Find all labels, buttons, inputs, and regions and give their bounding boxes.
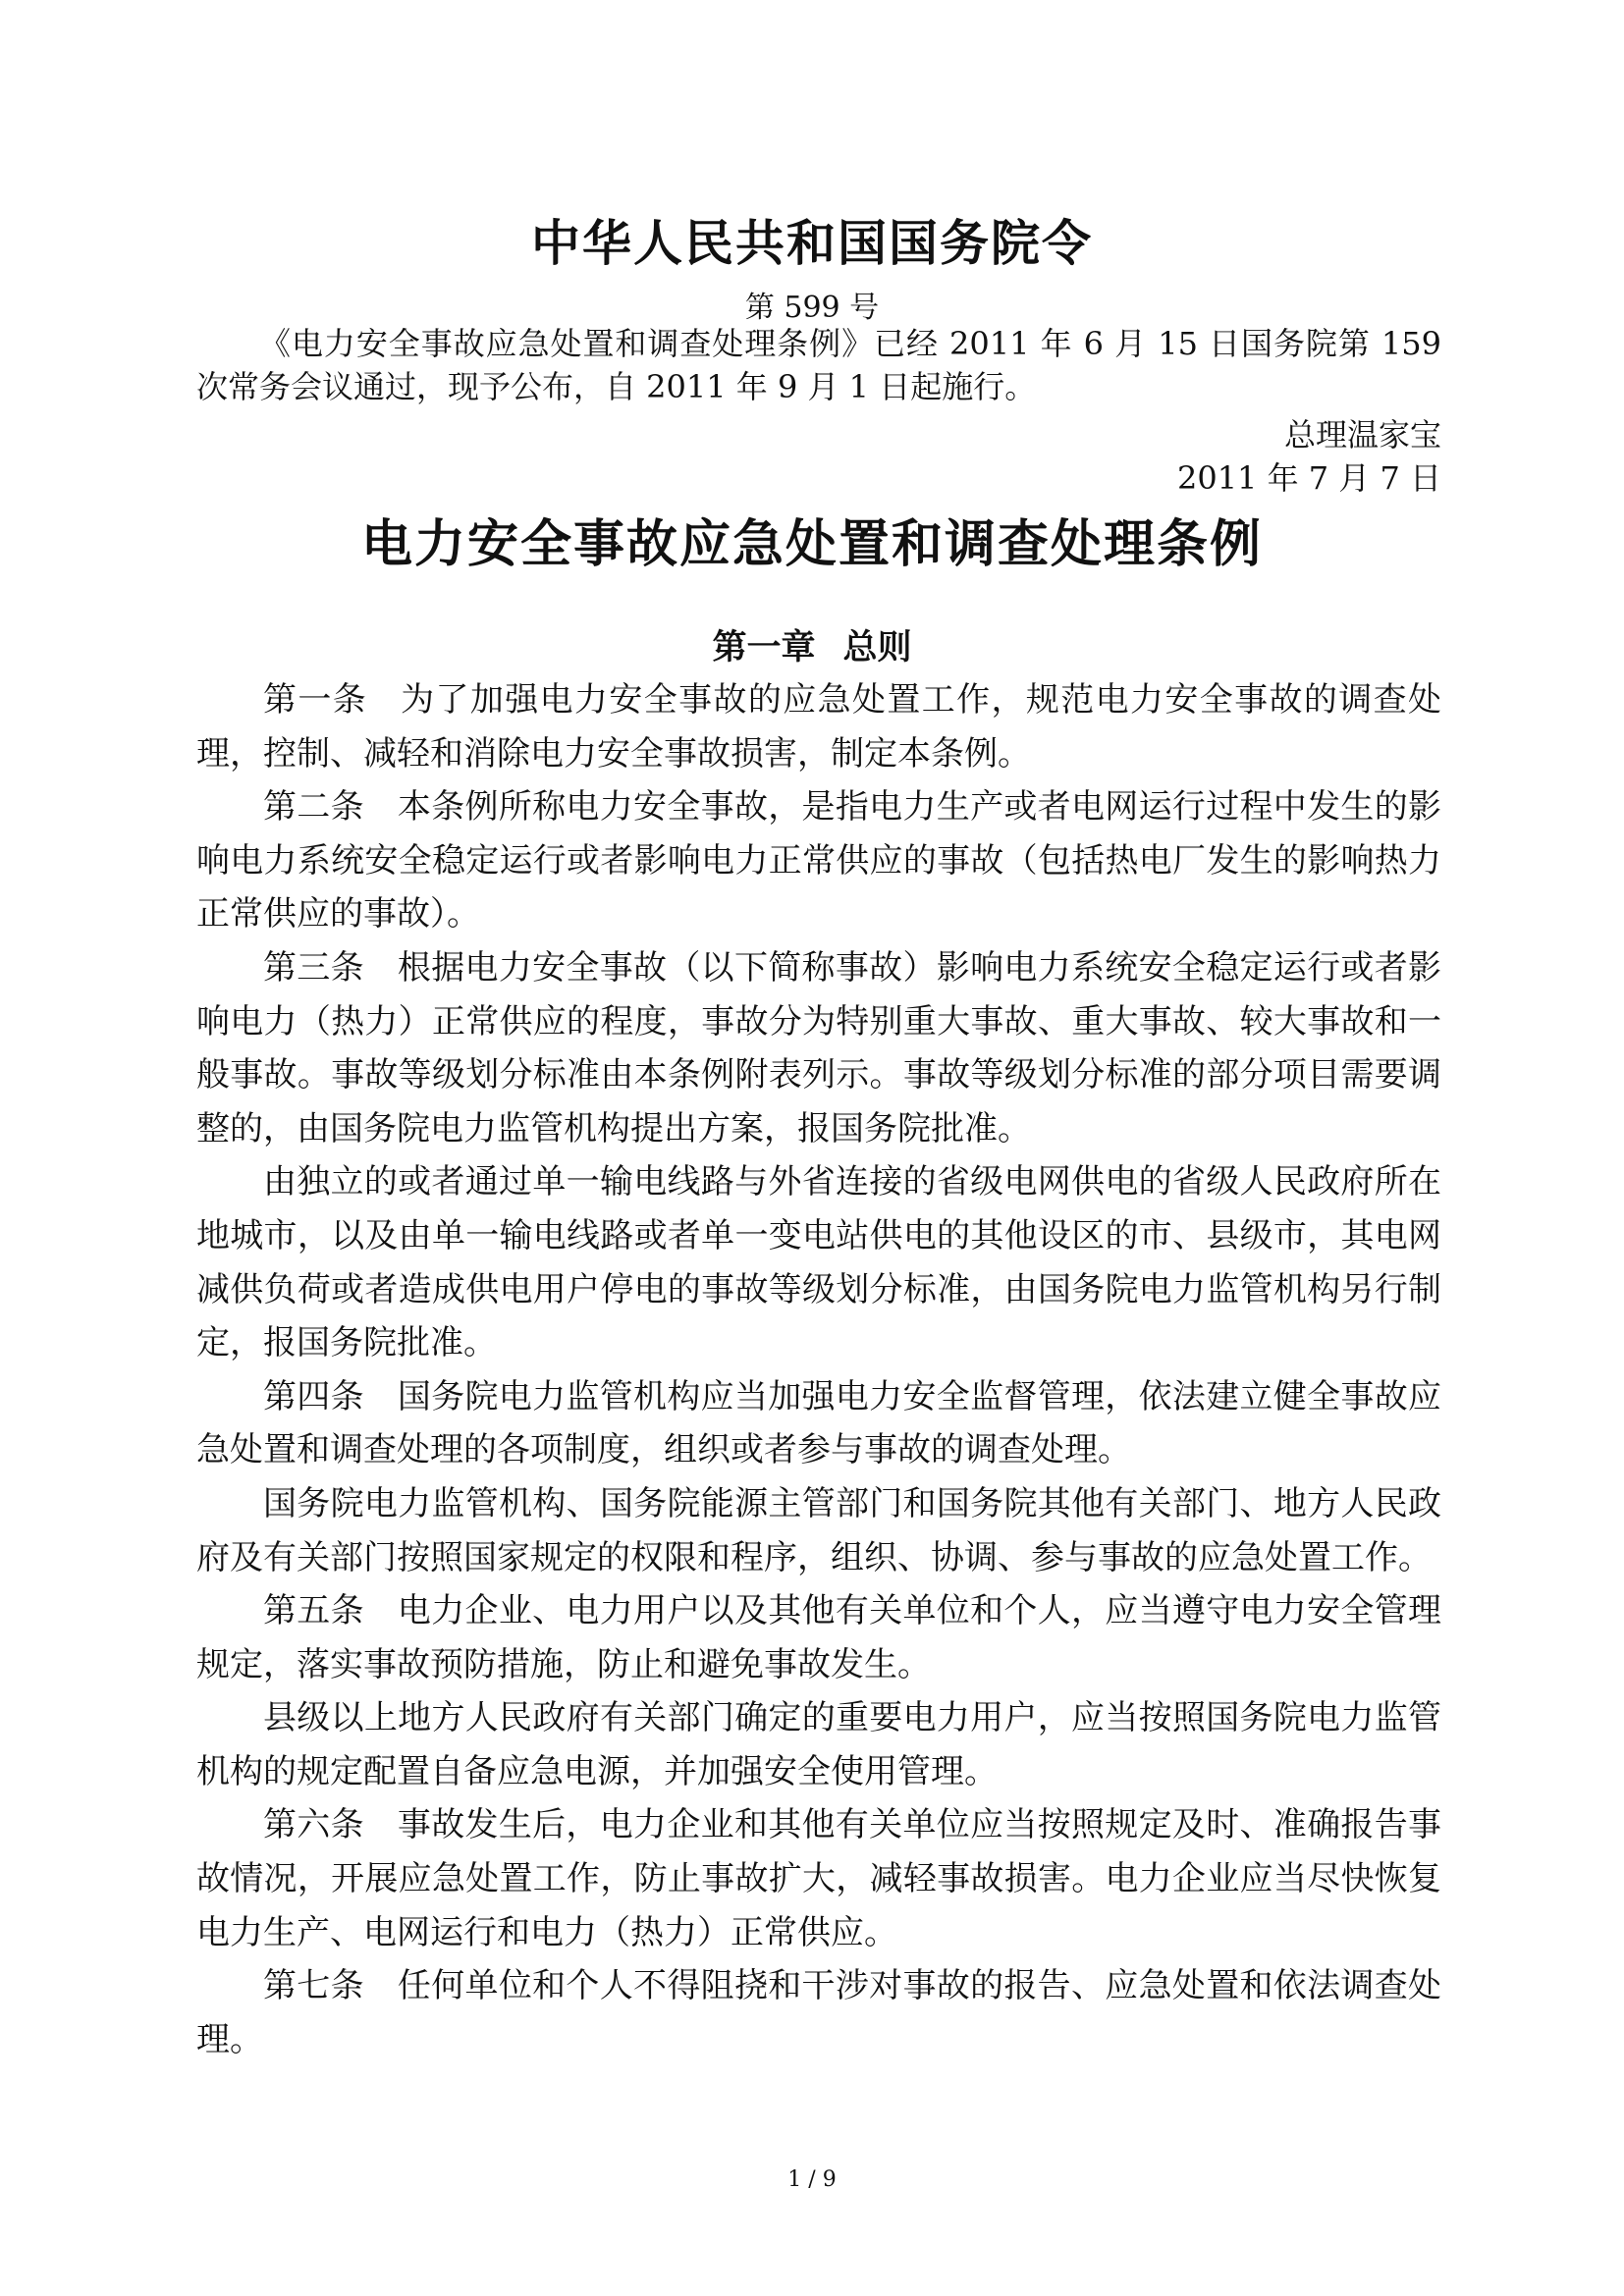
article-paragraph xyxy=(196,1798,1441,1959)
article-paragraph xyxy=(196,1959,1441,2066)
page-number: 1 / 9 xyxy=(787,2167,837,2192)
order-title: 中华人民共和国国务院令 xyxy=(531,214,1093,272)
order-number: 第 599 号 xyxy=(744,291,880,325)
article-label: 第三条 xyxy=(263,947,364,988)
article-text: 事故发生后，电力企业和其他有关单位应当按照规定及时、准确报告事故情况，开展应急处置工作，防止事故扩大，减轻事故损害。电力企业应当尽快恢复电力生产、电网运行和电力（热力）正常供应。 xyxy=(196,1805,1442,1952)
article-text: 为了加强电力安全事故的应急处置工作，规范电力安全事故的调查处理，控制、减轻和消除电力安全事故损害，制定本条例。 xyxy=(196,680,1441,774)
article-paragraph xyxy=(196,1584,1441,1691)
article-paragraph xyxy=(196,1155,1441,1369)
article-paragraph xyxy=(196,1370,1441,1477)
article-text: 国务院电力监管机构、国务院能源主管部门和国务院其他有关部门、地方人民政府及有关部门按照国家规定的权限和程序，组织、协调、参与事故的应急处置工作。 xyxy=(196,1483,1441,1577)
article-text: 国务院电力监管机构应当加强电力安全监督管理，依法建立健全事故应急处置和调查处理的各项制度，组织或者参与事故的调查处理。 xyxy=(196,1376,1442,1470)
article-text: 本条例所称电力安全事故，是指电力生产或者电网运行过程中发生的影响电力系统安全稳定运行或者影响电力正常供应的事故（包括热电厂发生的影响热力正常供应的事故）。 xyxy=(196,787,1442,934)
article-label: 第七条 xyxy=(263,1966,364,2006)
document-body xyxy=(196,673,1441,2066)
article-label: 第五条 xyxy=(263,1591,364,1631)
chapter-name: 总则 xyxy=(842,627,912,667)
article-text: 根据电力安全事故（以下简称事故）影响电力系统安全稳定运行或者影响电力（热力）正常供应的程度，事故分为特别重大事故、重大事故、较大事故和一般事故。事故等级划分标准由本条例附表列示。事故等级划分标准的部分项目需要调整的，由国务院电力监管机构提出方案，报国务院批准。 xyxy=(196,947,1442,1148)
article-paragraph xyxy=(196,673,1441,780)
article-label: 第二条 xyxy=(263,787,364,828)
article-label: 第一条 xyxy=(263,680,368,720)
article-text: 县级以上地方人民政府有关部门确定的重要电力用户，应当按照国务院电力监管机构的规定配置自备应急电源，并加强安全使用管理。 xyxy=(196,1698,1441,1791)
regulation-title: 电力安全事故应急处置和调查处理条例 xyxy=(360,514,1263,574)
article-text: 电力企业、电力用户以及其他有关单位和个人，应当遵守电力安全管理规定，落实事故预防措施，防止和避免事故发生。 xyxy=(196,1591,1442,1684)
preamble: 《电力安全事故应急处置和调查处理条例》已经 2011 年 6 月 15 日国务院第 159 次常务会议通过，现予公布，自 2011 年 9 月 1 日起施行。 xyxy=(196,325,1441,405)
article-paragraph xyxy=(196,1691,1441,1798)
signature: 总理温家宝 xyxy=(1283,416,1441,454)
chapter-heading xyxy=(0,620,1624,669)
article-label: 第六条 xyxy=(263,1805,364,1845)
chapter-number: 第一章 xyxy=(712,627,816,667)
article-paragraph xyxy=(196,780,1441,941)
article-text: 由独立的或者通过单一输电线路与外省连接的省级电网供电的省级人民政府所在地城市，以及由单一输电线路或者单一变电站供电的其他设区的市、县级市，其电网减供负荷或者造成供电用户停电的事故等级划分标准，由国务院电力监管机构另行制定，报国务院批准。 xyxy=(196,1162,1441,1363)
article-text: 任何单位和个人不得阻挠和干涉对事故的报告、应急处置和依法调查处理。 xyxy=(196,1966,1442,2059)
article-paragraph xyxy=(196,1477,1441,1584)
date: 2011 年 7 月 7 日 xyxy=(1176,459,1441,497)
article-label: 第四条 xyxy=(263,1376,364,1416)
article-paragraph xyxy=(196,941,1441,1155)
